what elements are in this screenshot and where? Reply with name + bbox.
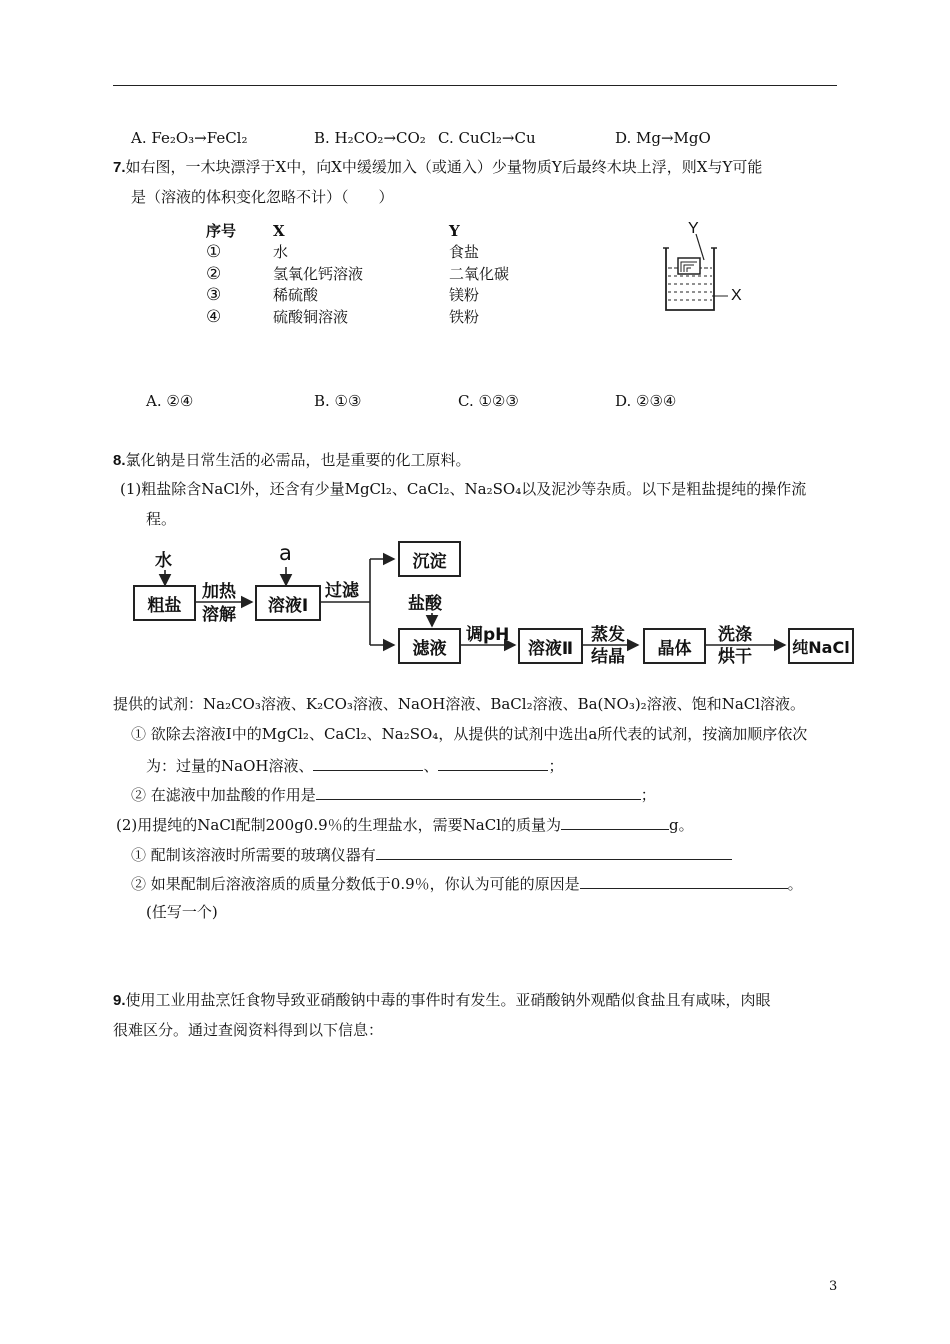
answer-blank[interactable] xyxy=(561,813,669,830)
flow-crystallize-label: 结晶 xyxy=(591,647,625,667)
q8-p2-s1-text: ① 配制该溶液时所需要的玻璃仪器有 xyxy=(131,846,376,864)
answer-blank[interactable] xyxy=(376,843,732,860)
answer-blank[interactable] xyxy=(580,872,788,889)
q8-part1-line1: (1)粗盐除含NaCl外，还含有少量MgCl₂、CaCl₂、Na₂SO₄以及泥沙等杂质。以下是粗盐提纯的操作流 xyxy=(120,480,807,498)
q6-option-a: A. Fe₂O₃→FeCl₂ xyxy=(131,129,248,147)
q8-reagents: 提供的试剂：Na₂CO₃溶液、K₂CO₃溶液、NaOH溶液、BaCl₂溶液、Ba(NO₃)₂溶液、饱和NaCl溶液。 xyxy=(113,695,806,713)
q8-p2-s2-line xyxy=(131,872,803,894)
q8-number: 8. xyxy=(113,452,126,469)
page-number: 3 xyxy=(829,1279,838,1294)
flow-heat-label: 加热 xyxy=(202,582,236,602)
q7-option-d: D. ②③④ xyxy=(615,392,677,410)
q7-row-x: 稀硫酸 xyxy=(273,286,319,304)
q8-s1-text: 为：过量的NaOH溶液、 xyxy=(146,757,314,775)
flow-box-precipitate: 沉淀 xyxy=(398,541,461,577)
figure-label-x: X xyxy=(731,287,742,304)
q8-part2-unit: g。 xyxy=(669,816,694,834)
q7-row-x: 水 xyxy=(273,243,289,261)
q8-p2-s2-note: (任写一个) xyxy=(146,903,218,921)
flow-box-crude-salt: 粗盐 xyxy=(133,585,196,621)
q8-p2-s1-line xyxy=(131,843,732,865)
q9-number: 9. xyxy=(113,992,126,1009)
q7-row-no: ② xyxy=(206,264,222,284)
flow-dissolve-label: 溶解 xyxy=(202,605,236,625)
q7-row-y: 二氧化碳 xyxy=(449,265,510,283)
flow-wash-label: 洗涤 xyxy=(718,625,752,645)
q6-option-c: C. CuCl₂→Cu xyxy=(438,129,536,147)
q8-p2-s2-text: ② 如果配制后溶液溶质的质量分数低于0.9％，你认为可能的原因是 xyxy=(131,875,580,893)
q8-s1-end: ； xyxy=(548,757,564,775)
q8-s1-sep: 、 xyxy=(423,757,439,775)
flow-dry-label: 烘干 xyxy=(718,647,752,667)
q6-option-b: B. H₂CO₂→CO₂ xyxy=(314,129,426,147)
q7-row-x: 硫酸铜溶液 xyxy=(273,308,349,326)
flow-box-crystal: 晶体 xyxy=(643,628,706,664)
q7-option-c: C. ①②③ xyxy=(458,392,519,410)
q8-s2-end: ； xyxy=(640,786,656,804)
q9-text1: 使用工业用盐烹饪食物导致亚硝酸钠中毒的事件时有发生。亚硝酸钠外观酷似食盐且有咸味，肉眼 xyxy=(125,991,771,1009)
q8-s1-line2 xyxy=(146,754,563,776)
q8-s2-line xyxy=(131,783,656,805)
q7-line2: 是（溶液的体积变化忽略不计）（ ） xyxy=(131,188,394,206)
flow-box-pure-nacl: 纯NaCl xyxy=(788,628,854,664)
q7-header-no: 序号 xyxy=(206,222,237,240)
q7-option-b: B. ①③ xyxy=(314,392,362,410)
q7-text1: 如右图，一木块漂浮于X中，向X中缓缓加入（或通入）少量物质Y后最终木块上浮，则X与Y可能 xyxy=(125,158,763,176)
answer-blank[interactable] xyxy=(313,754,423,771)
q7-row-y: 食盐 xyxy=(449,243,480,261)
flow-a-label: a xyxy=(279,541,292,565)
flow-adjust-ph-label: 调pH xyxy=(466,625,510,645)
q8-intro-text: 氯化钠是日常生活的必需品，也是重要的化工原料。 xyxy=(125,451,471,469)
flow-hcl-label: 盐酸 xyxy=(408,594,442,614)
flow-evaporate-label: 蒸发 xyxy=(591,625,625,645)
q8-s2-text: ② 在滤液中加盐酸的作用是 xyxy=(131,786,316,804)
q7-option-a: A. ②④ xyxy=(146,392,194,410)
flow-filter-label: 过滤 xyxy=(325,581,359,601)
q7-row-x: 氢氧化钙溶液 xyxy=(273,265,364,283)
q7-row-no: ③ xyxy=(206,285,222,305)
q7-row-y: 铁粉 xyxy=(449,308,480,326)
flow-box-filtrate: 滤液 xyxy=(398,628,461,664)
q8-part1-line2: 程。 xyxy=(146,510,177,528)
q6-option-d: D. Mg→MgO xyxy=(615,129,711,147)
q8-part2-line xyxy=(116,813,694,835)
q8-p2-s2-end: 。 xyxy=(787,875,803,893)
q7-header-x: X xyxy=(273,222,285,240)
figure-label-y: Y xyxy=(688,220,699,237)
q9-line2: 很难区分。通过查阅资料得到以下信息： xyxy=(113,1021,384,1039)
answer-blank[interactable] xyxy=(316,783,641,800)
flow-box-solution2: 溶液Ⅱ xyxy=(518,628,583,664)
q7-row-no: ① xyxy=(206,242,222,262)
q7-row-no: ④ xyxy=(206,307,222,327)
q7-header-y: Y xyxy=(449,222,460,240)
answer-blank[interactable] xyxy=(438,754,548,771)
q8-part2-text: (2)用提纯的NaCl配制200g0.9％的生理盐水，需要NaCl的质量为 xyxy=(116,816,562,834)
flow-box-solution1: 溶液Ⅰ xyxy=(255,585,321,621)
q7-row-y: 镁粉 xyxy=(449,286,480,304)
q7-number: 7. xyxy=(113,159,126,176)
q8-s1-line1: ① 欲除去溶液Ⅰ中的MgCl₂、CaCl₂、Na₂SO₄，从提供的试剂中选出a所代表的试剂，按滴加顺序依次 xyxy=(131,725,808,743)
q9-line1 xyxy=(113,990,771,1011)
flow-water-label: 水 xyxy=(155,551,172,571)
